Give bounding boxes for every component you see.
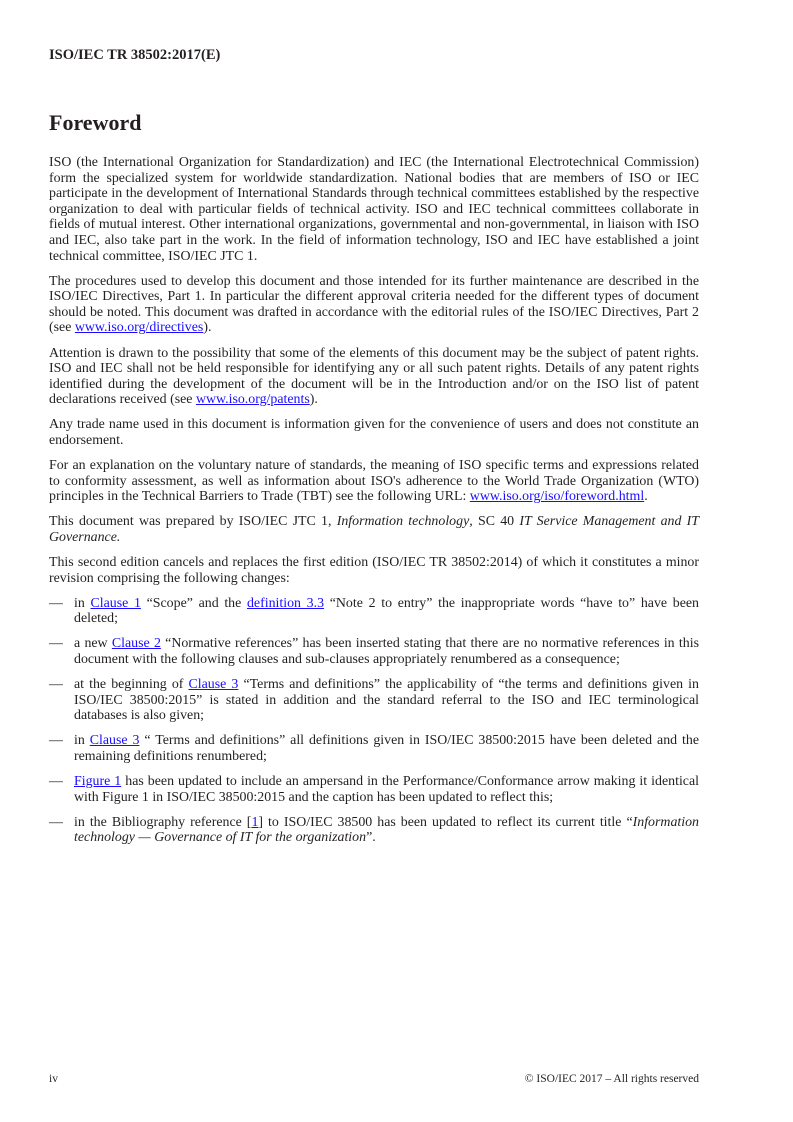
text-run: ”. [366,830,376,846]
dash-bullet: — [49,814,63,830]
paragraph [49,155,699,264]
text-run: . [644,489,648,505]
text-run: “Note 2 to entry” the inappropriate words “have to” have been deleted; [74,595,699,627]
paragraphs [49,155,699,586]
page-title: Foreword [49,110,142,135]
list-item-text [74,636,699,667]
list-item [49,596,699,627]
dash-bullet: — [49,733,63,749]
paragraph [49,346,699,408]
text-run: This document was prepared by ISO/IEC JTC 1, [49,514,337,530]
foreword-body [49,155,699,855]
text-run: The procedures used to develop this document and those intended for its further maintenance are described in the ISO/IEC Directives, Part 1. In particular the different approval criteria needed for the different types of document should be noted. This document was drafted in accordance with the editorial rules of the ISO/IEC Directives, Part 2 (see [49,273,699,336]
paragraph [49,274,699,336]
text-run: a new [74,636,112,652]
text-run: “Terms and definitions” the applicability of “the terms and definitions given in ISO/IEC 38500:2015” is stated in addition and the standard referral to the ISO and IEC terminological databases is also given; [74,677,699,724]
text-run: ). [203,320,212,336]
italic-text: Information technology [336,514,470,530]
text-run: “ Terms and definitions” all definitions given in ISO/IEC 38500:2015 have been deleted and the remaining definitions renumbered; [74,733,699,764]
text-run: at the beginning of [74,677,189,693]
copyright-notice: © ISO/IEC 2017 – All rights reserved [524,1073,699,1085]
list-item-text [74,677,699,724]
text-run: in the Bibliography reference [ [74,814,252,830]
italic-text: IT Service Management and IT Governance. [49,514,699,545]
italic-text: Information technology — Governance of IT for the organization [74,814,699,846]
document-identifier: ISO/IEC TR 38502:2017(E) [49,47,221,63]
text-run: has been updated to include an ampersand in the Performance/Conformance arrow making it identical with Figure 1 in ISO/IEC 38500:2015 and the caption has been updated to reflect this; [74,774,699,805]
list-item [49,636,699,667]
hyperlink[interactable]: Clause 1 [90,595,141,611]
hyperlink[interactable]: Clause 2 [111,636,161,652]
text-run: ). [309,392,318,408]
text-run: in [74,595,91,611]
list-item-text [74,815,699,846]
text-run: “Normative references” has been inserted stating that there are no normative references in this document with the following clauses and sub-clauses appropriately renumbered as a consequence; [74,636,699,668]
paragraph [49,514,699,545]
list-item [49,677,699,724]
hyperlink[interactable]: Figure 1 [74,774,122,790]
list-item [49,774,699,805]
paragraph [49,555,699,586]
hyperlink[interactable]: www.iso.org/iso/foreword.html [469,489,645,505]
hyperlink[interactable]: 1 [251,814,259,830]
text-run: Any trade name used in this document is information given for the convenience of users and does not constitute an endorsement. [49,417,699,448]
hyperlink[interactable]: Clause 3 [188,677,239,693]
text-run: “Scope” and the [140,595,247,611]
dash-bullet: — [49,774,63,790]
text-run: ISO (the International Organization for Standardization) and IEC (the International Electrotechnical Commission) form the specialized system for worldwide standardization. National bodies that are members of ISO or IEC participate in the development of International Standards through technical committees established by the respective organization to deal with particular fields of technical activity. ISO and IEC technical committees collaborate in fields of mutual interest. Other international organizations, governmental and non-governmental, in liaison with ISO and IEC, also take part in the work. In the field of information technology, ISO and IEC have established a joint technical committee, ISO/IEC JTC 1. [49,155,699,264]
paragraph [49,417,699,448]
list-item [49,733,699,764]
hyperlink[interactable]: www.iso.org/directives [74,320,204,336]
list-item-text [74,774,699,805]
paragraph [49,458,699,505]
hyperlink[interactable]: www.iso.org/patents [195,392,310,408]
list-item-text [74,596,699,627]
text-run: ] to ISO/IEC 38500 has been updated to reflect its current title “ [258,814,633,830]
hyperlink[interactable]: Clause 3 [89,733,140,749]
text-run: This second edition cancels and replaces the first edition (ISO/IEC TR 38502:2014) of which it constitutes a minor revision comprising the following changes: [49,555,699,586]
text-run: For an explanation on the voluntary nature of standards, the meaning of ISO specific terms and expressions related to conformity assessment, as well as information about ISO's adherence to the World Trade Organization (WTO) principles in the Technical Barriers to Trade (TBT) see the following URL: [49,458,699,505]
page-number: iv [49,1073,58,1085]
dash-bullet: — [49,677,63,693]
list-item [49,815,699,846]
page-footer [49,1073,699,1085]
hyperlink[interactable]: definition 3.3 [246,595,325,611]
changes-list [49,596,699,846]
text-run: Attention is drawn to the possibility that some of the elements of this document may be the subject of patent rights. ISO and IEC shall not be held responsible for identifying any or all such patent rights. Details of any patent rights identified during the development of the document will be in the Introduction and/or on the ISO list of patent declarations received (see [49,345,699,408]
text-run: in [74,733,90,749]
text-run: , SC 40 [469,514,520,530]
dash-bullet: — [49,636,63,652]
dash-bullet: — [49,595,63,611]
list-item-text [74,733,699,764]
